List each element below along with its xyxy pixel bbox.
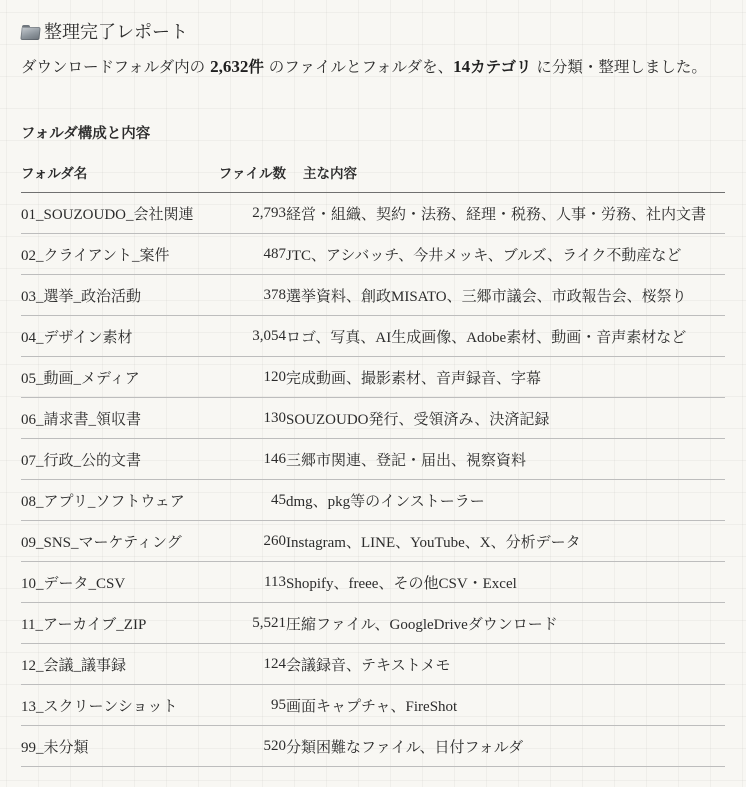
contents-cell: 会議録音、テキストメモ xyxy=(286,644,725,685)
category-count-unit: カテゴリ xyxy=(470,58,532,76)
contents-cell: 選挙資料、創政MISATO、三郷市議会、市政報告会、桜祭り xyxy=(286,275,725,316)
section-heading: フォルダ構成と内容 xyxy=(21,126,151,142)
contents-cell: 画面キャプチャ、FireShot xyxy=(286,685,725,726)
report-title-text: 整理完了レポート xyxy=(44,22,188,43)
folder-name-cell: 12_会議_議事録 xyxy=(21,644,211,685)
file-count-cell: 146 xyxy=(211,439,286,480)
file-count-cell: 2,793 xyxy=(211,193,286,234)
contents-cell: Shopify、freee、その他CSV・Excel xyxy=(286,562,725,603)
folder-name-cell: 08_アプリ_ソフトウェア xyxy=(21,480,211,521)
contents-cell: 完成動画、撮影素材、音声録音、字幕 xyxy=(286,357,725,398)
file-count-cell: 120 xyxy=(211,357,286,398)
header-contents: 主な内容 xyxy=(286,152,725,193)
contents-cell: 分類困難なファイル、日付フォルダ xyxy=(286,726,725,767)
contents-cell: SOUZOUDO発行、受領済み、決済記録 xyxy=(286,398,725,439)
summary-paragraph xyxy=(21,54,721,80)
folder-name-cell: 03_選挙_政治活動 xyxy=(21,275,211,316)
file-count-cell: 45 xyxy=(211,480,286,521)
table-row xyxy=(21,275,725,316)
table-row xyxy=(21,234,725,275)
folder-name-cell: 99_未分類 xyxy=(21,726,211,767)
folder-name-cell: 10_データ_CSV xyxy=(21,562,211,603)
header-file-count: ファイル数 xyxy=(211,152,286,193)
table-row xyxy=(21,562,725,603)
report-title xyxy=(21,18,188,44)
folder-icon xyxy=(21,24,40,40)
summary-middle: のファイルとフォルダを、 xyxy=(263,58,454,76)
folder-name-cell: 06_請求書_領収書 xyxy=(21,398,211,439)
table-row xyxy=(21,398,725,439)
file-count-cell: 520 xyxy=(211,726,286,767)
contents-cell: 経営・組織、契約・法務、経理・税務、人事・労務、社内文書 xyxy=(286,193,725,234)
folder-name-cell: 07_行政_公的文書 xyxy=(21,439,211,480)
folder-name-cell: 13_スクリーンショット xyxy=(21,685,211,726)
contents-cell: 圧縮ファイル、GoogleDriveダウンロード xyxy=(286,603,725,644)
folder-name-cell: 05_動画_メディア xyxy=(21,357,211,398)
file-count-cell: 124 xyxy=(211,644,286,685)
table-row xyxy=(21,357,725,398)
contents-cell: dmg、pkg等のインストーラー xyxy=(286,480,725,521)
table-row xyxy=(21,316,725,357)
table-row xyxy=(21,603,725,644)
contents-cell: Instagram、LINE、YouTube、X、分析データ xyxy=(286,521,725,562)
folder-name-cell: 11_アーカイブ_ZIP xyxy=(21,603,211,644)
file-count-unit: 件 xyxy=(248,58,264,76)
header-folder-name: フォルダ名 xyxy=(21,152,211,193)
category-count xyxy=(453,57,531,76)
contents-cell: ロゴ、写真、AI生成画像、Adobe素材、動画・音声素材など xyxy=(286,316,725,357)
folder-name-cell: 04_デザイン素材 xyxy=(21,316,211,357)
table-row xyxy=(21,685,725,726)
table-row xyxy=(21,480,725,521)
folder-table xyxy=(21,152,725,767)
file-count-cell: 487 xyxy=(211,234,286,275)
summary-prefix: ダウンロードフォルダ内の xyxy=(21,58,211,76)
file-count-cell: 130 xyxy=(211,398,286,439)
file-count-cell: 113 xyxy=(211,562,286,603)
file-count xyxy=(210,57,264,76)
file-count-cell: 5,521 xyxy=(211,603,286,644)
table-row xyxy=(21,521,725,562)
file-count-cell: 260 xyxy=(211,521,286,562)
category-count-number: 14 xyxy=(453,57,471,76)
file-count-cell: 3,054 xyxy=(211,316,286,357)
folder-name-cell: 01_SOUZOUDO_会社関連 xyxy=(21,193,211,234)
contents-cell: JTC、アシバッチ、今井メッキ、ブルズ、ライク不動産など xyxy=(286,234,725,275)
table-row xyxy=(21,726,725,767)
file-count-number: 2,632 xyxy=(210,57,249,76)
contents-cell: 三郷市関連、登記・届出、視察資料 xyxy=(286,439,725,480)
folder-name-cell: 02_クライアント_案件 xyxy=(21,234,211,275)
file-count-cell: 378 xyxy=(211,275,286,316)
summary-suffix: に分類・整理しました。 xyxy=(531,58,707,76)
folder-name-cell: 09_SNS_マーケティング xyxy=(21,521,211,562)
table-row xyxy=(21,644,725,685)
table-row xyxy=(21,193,725,234)
table-header-row xyxy=(21,152,725,193)
table-row xyxy=(21,439,725,480)
file-count-cell: 95 xyxy=(211,685,286,726)
